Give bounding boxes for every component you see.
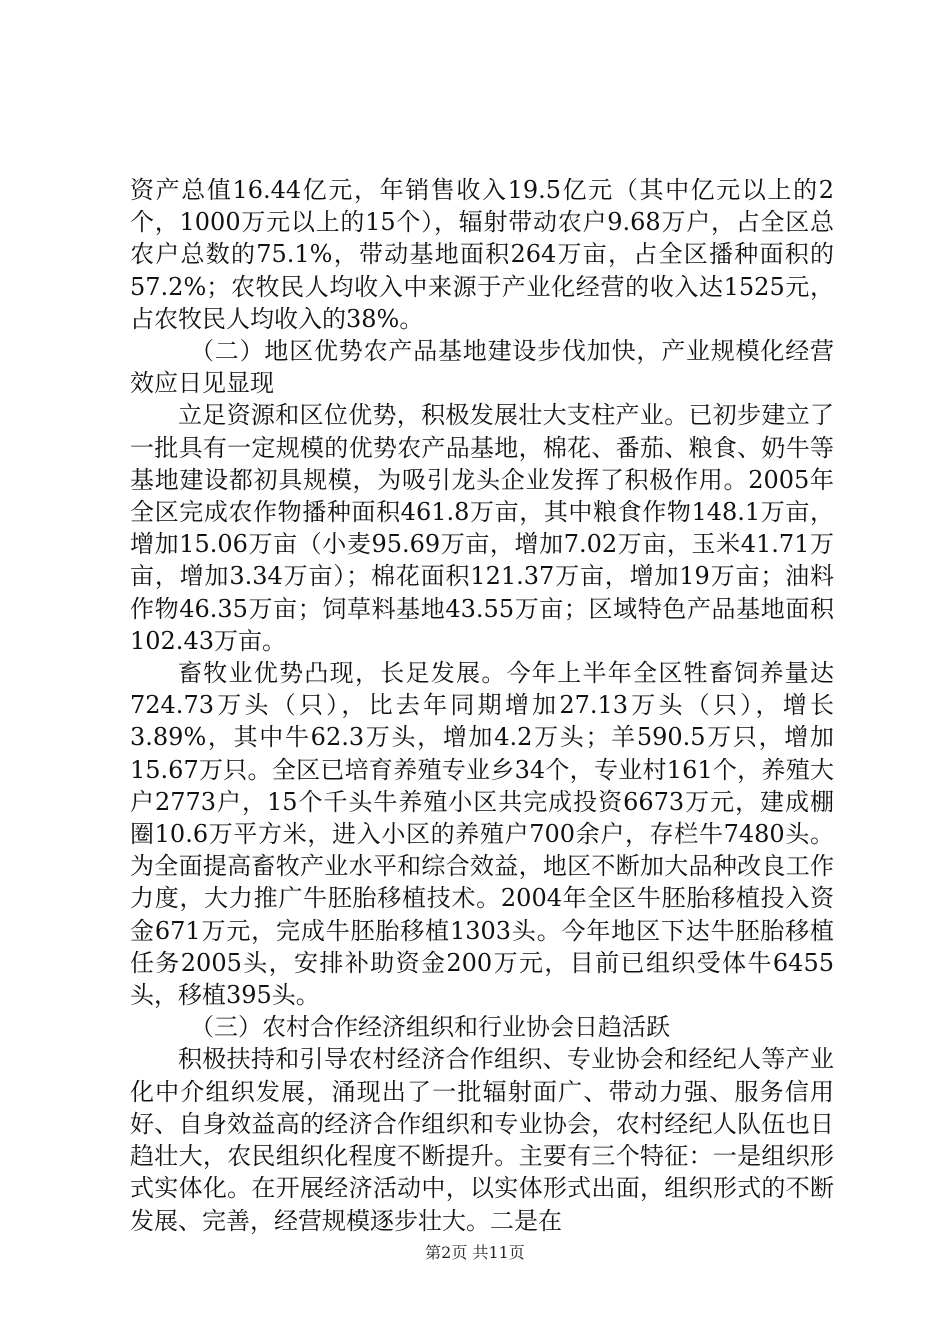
paragraph-1: 资产总值16.44亿元，年销售收入19.5亿元（其中亿元以上的2个，1000万元以上的15个），辐射带动农户9.68万户，占全区总农户总数的75.1%，带动基地面积264万亩，占全区播种面积的57.2%；农牧民人均收入中来源于产业化经营的收入达1525元，占农牧民人均收入的38%。: [130, 176, 834, 333]
page-number-footer: 第2页 共11页: [425, 1243, 525, 1262]
paragraph-4: 积极扶持和引导农村经济合作组织、专业协会和经纪人等产业化中介组织发展，涌现出了一批辐射面广、带动力强、服务信用好、自身效益高的经济合作组织和专业协会，农村经纪人队伍也日趋壮大，农民组织化程度不断提升。主要有三个特征：一是组织形式实体化。在开展经济活动中，以实体形式出面，组织形式的不断发展、完善，经营规模逐步壮大。二是在: [130, 1045, 834, 1235]
paragraph-3: 畜牧业优势凸现，长足发展。今年上半年全区牲畜饲养量达724.73万头（只），比去年同期增加27.13万头（只），增长3.89%，其中牛62.3万头，增加4.2万头；羊590.5万只，增加15.67万只。全区已培育养殖专业乡34个，专业村161个，养殖大户2773户，15个千头牛养殖小区共完成投资6673万元，建成棚圈10.6万平方米，进入小区的养殖户700余户，存栏牛7480头。为全面提高畜牧产业水平和综合效益，地区不断加大品种改良工作力度，大力推广牛胚胎移植技术。2004年全区牛胚胎移植投入资金671万元，完成牛胚胎移植1303头。今年地区下达牛胚胎移植任务2005头，安排补助资金200万元，目前已组织受体牛6455头，移植395头。: [130, 659, 834, 1010]
section-heading-3: （三）农村合作经济组织和行业协会日趋活跃: [190, 1013, 670, 1042]
document-body: [130, 174, 834, 1237]
paragraph-2: 立足资源和区位优势，积极发展壮大支柱产业。已初步建立了一批具有一定规模的优势农产品基地，棉花、番茄、粮食、奶牛等基地建设都初具规模，为吸引龙头企业发挥了积极作用。2005年全区完成农作物播种面积461.8万亩，其中粮食作物148.1万亩，增加15.06万亩（小麦95.69万亩，增加7.02万亩，玉米41.71万亩，增加3.34万亩）；棉花面积121.37万亩，增加19万亩；油料作物46.35万亩；饲草料基地43.55万亩；区域特色产品基地面积102.43万亩。: [130, 401, 834, 655]
section-heading-2: （二）地区优势农产品基地建设步伐加快，产业规模化经营效应日见显现: [130, 337, 834, 398]
